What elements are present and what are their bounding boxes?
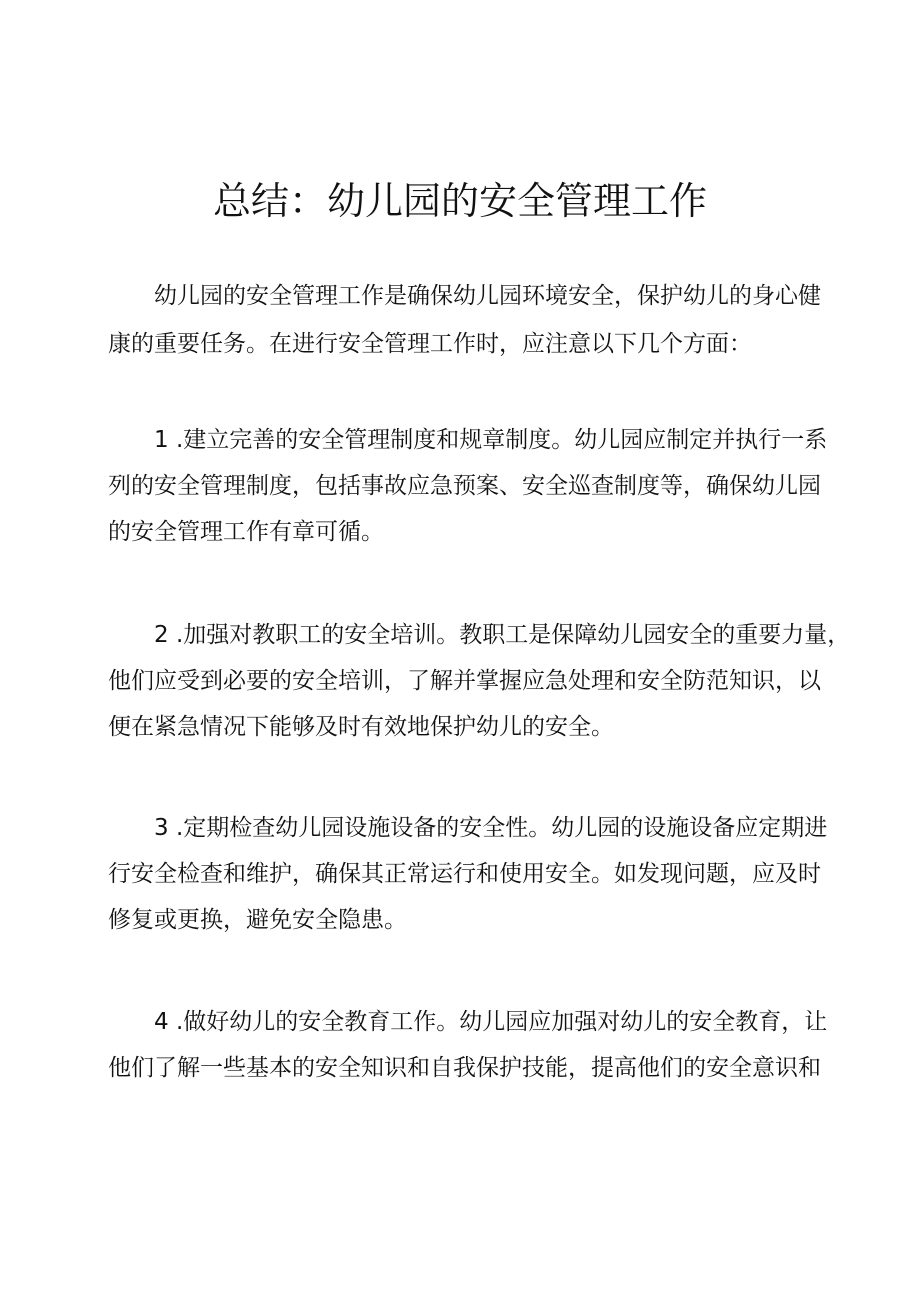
list-item-4	[108, 1007, 828, 1099]
list-item-1	[108, 425, 828, 563]
paragraph-line: 列的安全管理制度，包括事故应急预案、安全巡查制度等，确保幼儿园	[108, 473, 821, 499]
paragraph-line: 2 .加强对教职工的安全培训。教职工是保障幼儿园安全的重要力量，	[154, 622, 851, 648]
paragraph-line: 幼儿园的安全管理工作是确保幼儿园环境安全，保护幼儿的身心健	[154, 283, 821, 309]
paragraph-line: 的安全管理工作有章可循。	[108, 519, 384, 545]
paragraph-line: 他们了解一些基本的安全知识和自我保护技能，提高他们的安全意识和	[108, 1055, 821, 1081]
list-item-2	[108, 620, 851, 758]
intro-paragraph	[108, 281, 828, 377]
paragraph-line: 3 .定期检查幼儿园设施设备的安全性。幼儿园的设施设备应定期进	[154, 815, 828, 841]
paragraph-line: 4 .做好幼儿的安全教育工作。幼儿园应加强对幼儿的安全教育，让	[154, 1009, 828, 1035]
paragraph-line: 1 .建立完善的安全管理制度和规章制度。幼儿园应制定并执行一系	[154, 427, 828, 453]
paragraph-line: 行安全检查和维护，确保其正常运行和使用安全。如发现问题，应及时	[108, 861, 821, 887]
paragraph-line: 便在紧急情况下能够及时有效地保护幼儿的安全。	[108, 714, 614, 740]
paragraph-line: 修复或更换，避免安全隐患。	[108, 907, 407, 933]
list-item-3	[108, 813, 828, 951]
paragraph-line: 康的重要任务。在进行安全管理工作时，应注意以下几个方面：	[108, 331, 752, 357]
page-title: 总结：幼儿园的安全管理工作	[212, 179, 707, 223]
paragraph-line: 他们应受到必要的安全培训，了解并掌握应急处理和安全防范知识，以	[108, 668, 821, 694]
